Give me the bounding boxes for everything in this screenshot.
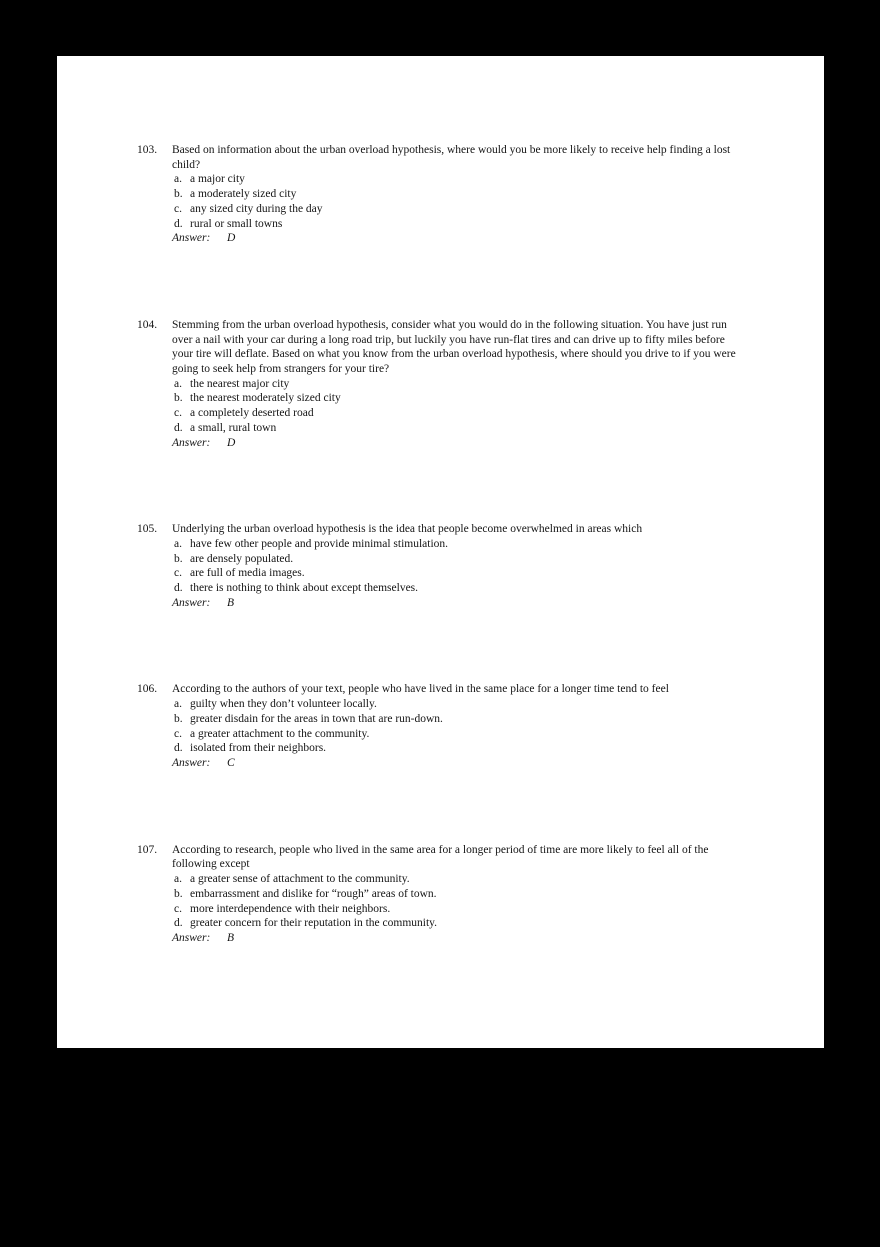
- option-letter: d.: [174, 217, 183, 230]
- option-text: a completely deserted road: [190, 407, 314, 420]
- answer-line: [172, 756, 737, 771]
- answer-label: Answer:: [172, 232, 211, 245]
- option-letter: b.: [174, 887, 183, 900]
- option-letter: a.: [174, 173, 182, 186]
- option-letter: a.: [174, 698, 182, 711]
- answer-label: Answer:: [172, 931, 211, 944]
- options: [172, 172, 737, 231]
- option-letter: d.: [174, 582, 183, 595]
- question-body: [172, 143, 737, 246]
- question-stem: Underlying the urban overload hypothesis is the idea that people become overwhelmed in areas which: [172, 523, 643, 536]
- answer-value: C: [227, 756, 235, 769]
- option-row: [172, 727, 737, 742]
- option-text: greater disdain for the areas in town that are run-down.: [190, 712, 443, 725]
- question-block: [137, 143, 747, 246]
- question-number: 105.: [137, 523, 158, 536]
- option-text: a greater sense of attachment to the community.: [190, 873, 410, 886]
- question-number: 106.: [137, 683, 158, 696]
- option-letter: b.: [174, 712, 183, 725]
- option-letter: c.: [174, 407, 182, 420]
- option-text: greater concern for their reputation in the community.: [190, 917, 438, 930]
- option-letter: d.: [174, 917, 183, 930]
- option-row: [172, 202, 737, 217]
- option-text: embarrassment and dislike for “rough” areas of town.: [190, 887, 437, 900]
- option-text: more interdependence with their neighbors.: [190, 902, 391, 915]
- answer-line: [172, 931, 737, 946]
- question-stem: Based on information about the urban overload hypothesis, where would you be more likely to receive help finding a lost child?: [172, 144, 731, 171]
- option-row: [172, 916, 737, 931]
- answer-label: Answer:: [172, 436, 211, 449]
- option-row: [172, 377, 737, 392]
- answer-line: [172, 231, 737, 246]
- question-block: [137, 843, 747, 946]
- question-stem: According to research, people who lived in the same area for a longer period of time are more likely to feel all of the following except: [172, 843, 709, 871]
- option-letter: c.: [174, 902, 182, 915]
- option-text: are full of media images.: [190, 567, 305, 580]
- option-text: a greater attachment to the community.: [190, 727, 370, 740]
- options: [172, 697, 737, 756]
- option-row: [172, 902, 737, 917]
- option-row: [172, 391, 737, 406]
- option-letter: b.: [174, 188, 183, 201]
- option-text: isolated from their neighbors.: [190, 742, 327, 755]
- question-number: 107.: [137, 843, 158, 856]
- answer-value: D: [227, 436, 236, 449]
- options: [172, 537, 737, 596]
- option-row: [172, 537, 737, 552]
- option-row: [172, 421, 737, 436]
- option-text: any sized city during the day: [190, 202, 323, 215]
- questions-container: [137, 143, 747, 1018]
- document-page: [57, 56, 824, 1048]
- answer-line: [172, 596, 737, 611]
- option-letter: a.: [174, 377, 182, 390]
- question-number: 104.: [137, 318, 158, 331]
- option-row: [172, 552, 737, 567]
- option-letter: c.: [174, 202, 182, 215]
- question-body: [172, 318, 737, 450]
- option-text: the nearest major city: [190, 377, 290, 390]
- option-text: a major city: [190, 173, 245, 186]
- question-number: 103.: [137, 144, 158, 156]
- options: [172, 872, 737, 931]
- options: [172, 377, 737, 436]
- option-row: [172, 887, 737, 902]
- option-text: there is nothing to think about except themselves.: [190, 582, 419, 595]
- option-letter: b.: [174, 392, 183, 405]
- option-row: [172, 406, 737, 421]
- option-letter: b.: [174, 552, 183, 565]
- option-row: [172, 712, 737, 727]
- option-text: rural or small towns: [190, 217, 283, 230]
- question-block: [137, 682, 747, 770]
- option-row: [172, 566, 737, 581]
- question-stem: According to the authors of your text, people who have lived in the same place for a longer time tend to feel: [172, 683, 669, 696]
- question-block: [137, 522, 747, 610]
- question-body: [172, 843, 737, 946]
- option-text: have few other people and provide minimal stimulation.: [190, 537, 449, 550]
- option-letter: d.: [174, 421, 183, 434]
- answer-value: B: [227, 596, 235, 609]
- option-letter: a.: [174, 537, 182, 550]
- option-letter: a.: [174, 873, 182, 886]
- answer-value: D: [227, 232, 236, 245]
- answer-label: Answer:: [172, 596, 211, 609]
- option-row: [172, 172, 737, 187]
- option-row: [172, 187, 737, 202]
- option-row: [172, 741, 737, 756]
- option-row: [172, 697, 737, 712]
- option-text: are densely populated.: [190, 552, 294, 565]
- option-row: [172, 872, 737, 887]
- option-letter: c.: [174, 727, 182, 740]
- question-body: [172, 522, 737, 610]
- option-letter: d.: [174, 742, 183, 755]
- option-row: [172, 581, 737, 596]
- question-stem: Stemming from the urban overload hypothesis, consider what you would do in the following situation. You have just run over a nail with your car during a long road trip, but luckily you have run-flat tires and can drive up to fifty miles before your tire will deflate. Based on what you know from the urban overload hypothesis, where should you drive to if you were going to seek help from strangers for your tire?: [172, 318, 736, 376]
- question-block: [137, 318, 747, 450]
- option-text: the nearest moderately sized city: [190, 392, 341, 405]
- answer-value: B: [227, 931, 235, 944]
- question-body: [172, 682, 737, 770]
- option-text: a moderately sized city: [190, 188, 297, 201]
- option-letter: c.: [174, 567, 182, 580]
- option-text: a small, rural town: [190, 421, 277, 434]
- option-text: guilty when they don’t volunteer locally.: [190, 698, 377, 711]
- option-row: [172, 217, 737, 232]
- answer-line: [172, 436, 737, 451]
- answer-label: Answer:: [172, 756, 211, 769]
